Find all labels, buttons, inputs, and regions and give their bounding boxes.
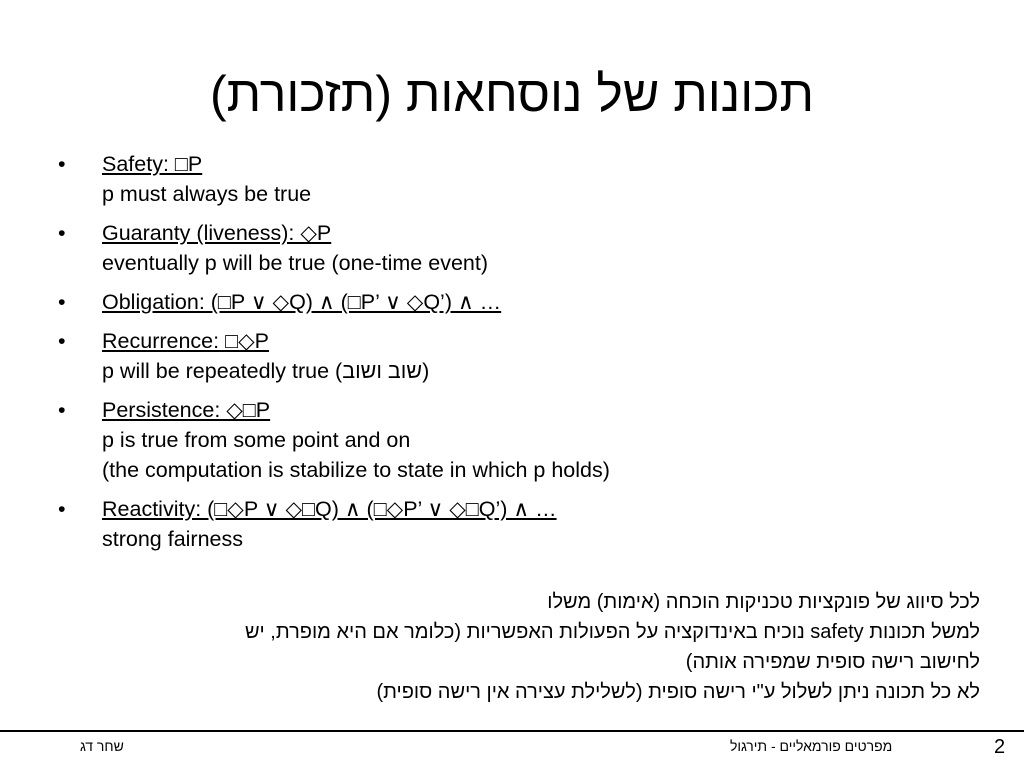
page-number: 2 xyxy=(994,736,1006,758)
item-description: p is true from some point and on xyxy=(102,428,411,452)
item-heading: Obligation: (□P ∨ ◇Q) ∧ (□P’ ∨ ◇Q’) ∧ … xyxy=(102,290,502,314)
list-item-reactivity xyxy=(58,494,778,554)
note-line: למשל תכונות safety נוכיח באינדוקציה על הפעולות האפשריות (כלומר אם היא מופרת, יש xyxy=(244,621,980,643)
item-heading: Reactivity: (□◇P ∨ ◇□Q) ∧ (□◇P’ ∨ ◇□Q’) ∧ … xyxy=(102,497,557,521)
item-description: strong fairness xyxy=(102,527,244,551)
footer-author: שחר דג xyxy=(80,738,124,754)
item-description: eventually p will be true (one-time event) xyxy=(102,251,488,275)
footer-divider xyxy=(0,730,1024,732)
hebrew-notes xyxy=(40,587,980,707)
bullet-dot: • xyxy=(58,497,66,521)
item-heading: Safety: □P xyxy=(102,152,203,176)
note-line: לכל סיווג של פונקציות טכניקות הוכחה (אימות) משלו xyxy=(547,591,980,613)
bullet-dot: • xyxy=(58,221,66,245)
list-item-guaranty xyxy=(58,218,778,278)
item-heading: Recurrence: □◇P xyxy=(102,329,269,353)
note-line: לחישוב רישה סופית שמפירה אותה) xyxy=(685,651,980,673)
slide-title: תכונות של נוסחאות (תזכורת) xyxy=(209,66,815,122)
item-description: p must always be true xyxy=(102,182,312,206)
item-heading: Persistence: ◇□P xyxy=(102,398,271,422)
note-line: לא כל תכונה ניתן לשלול ע"י רישה סופית (לשלילת עצירה אין רישה סופית) xyxy=(376,681,980,703)
list-item-obligation xyxy=(58,287,778,317)
bullet-dot: • xyxy=(58,152,66,176)
footer-course: מפרטים פורמאליים - תירגול xyxy=(730,738,893,754)
bullet-list xyxy=(58,149,778,563)
list-item-recurrence xyxy=(58,326,778,386)
bullet-dot: • xyxy=(58,329,66,353)
list-item-safety xyxy=(58,149,778,209)
list-item-persistence xyxy=(58,395,778,485)
bullet-dot: • xyxy=(58,290,66,314)
item-description: (the computation is stabilize to state in which p holds) xyxy=(102,458,610,482)
bullet-dot: • xyxy=(58,398,66,422)
item-description: p will be repeatedly true (שוב ושוב) xyxy=(102,359,430,383)
item-heading: Guaranty (liveness): ◇P xyxy=(102,221,332,245)
